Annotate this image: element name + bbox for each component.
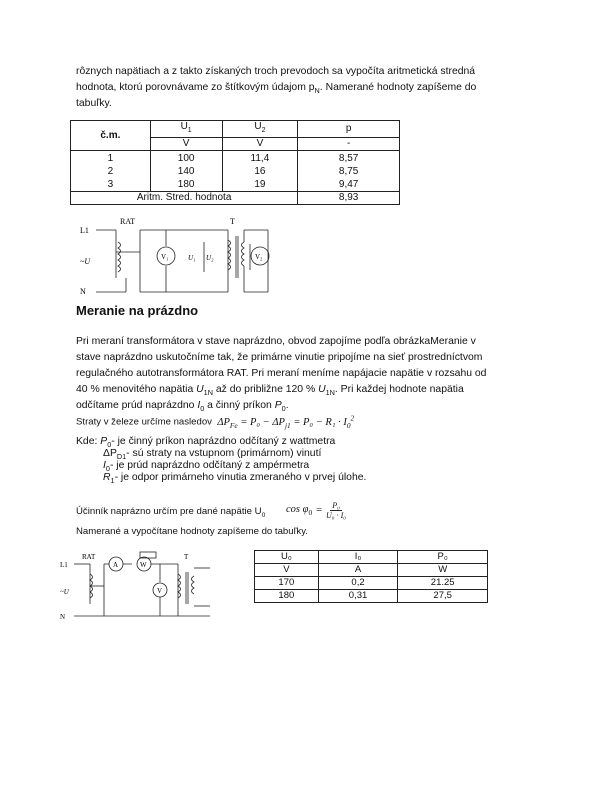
kde-line-4: $R_1-$ je odpor primárneho vinutia zmeraného v prvej úlohe.: [103, 472, 367, 486]
voltmeter-v2: V₂: [255, 253, 263, 261]
header-u1: $U_1$: [150, 121, 222, 138]
note-line: Namerané a vypočítane hodnoty zapíšeme do tabuľky.: [76, 526, 308, 537]
para-line-2: stave naprázdno uskutočníme tak, že primárne vinutie pripojíme na sieť prostredníctvom: [76, 352, 483, 363]
section-heading: Meranie na prázdno: [76, 303, 199, 318]
unit-u1: V: [150, 138, 222, 151]
ammeter-a: A: [113, 561, 119, 569]
intro-line-2: hodnota, ktorú porovnávame zo štítkovým údajom $p_N$. Namerané hodnoty zapíšeme do: [76, 82, 477, 96]
label-u1: U₁: [188, 254, 196, 262]
label-u: ~U: [80, 257, 91, 266]
unit-u0: V: [255, 564, 319, 577]
label-rat: RAT: [82, 553, 96, 561]
table-row: 180 0,31 27,5: [255, 590, 488, 603]
voltmeter-v: V: [157, 587, 163, 595]
avg-value: 8,93: [298, 192, 400, 205]
header-i0: I₀: [318, 551, 398, 564]
label-rat: RAT: [120, 217, 136, 226]
header-u2: $U_2$: [222, 121, 298, 138]
cos-formula: $\cos \varphi_0$ = $\frac{\text{P₀}}{\text{U₀ · I₀}}$: [286, 501, 347, 520]
table-row: 1 2 3 100 140 180 11,4 16 19 8,57 8,75 9,47: [71, 151, 400, 192]
avg-label: Aritm. Stred. hodnota: [71, 192, 298, 205]
losses-line: Straty v železe určíme nasledov $\Delta P_{Fe} = P_0 - \Delta P_{j1} = P_0 - R_1 \cdot I_0^2$: [76, 413, 355, 430]
unit-p: -: [298, 138, 400, 151]
para-line-5: odčítame prúd naprázdno $I_0$ a činný príkon $P_0$.: [76, 400, 289, 414]
para-line-4: 40 % menovitého napätia $U_{1N}$ až do približne 120 % $U_{1N}$. Pri každej hodnote napätia: [76, 384, 464, 398]
label-u2: U₂: [206, 254, 214, 262]
header-cm: č.m.: [71, 121, 151, 151]
wattmeter-w: W: [140, 561, 147, 569]
kde-line-2: $\Delta P_{D1}-$ sú straty na vstupnom (primárnom) vinutí: [103, 448, 322, 462]
kde-line-3: $I_0-$ je prúd naprázdno odčítaný z ampérmetra: [103, 460, 310, 474]
label-n: N: [60, 613, 66, 621]
header-p: p: [298, 121, 400, 138]
header-u0: U₀: [255, 551, 319, 564]
para-line-1: Pri meraní transformátora v stave naprázdno, obvod zapojíme podľa obrázkaMeranie v: [76, 336, 476, 347]
para-line-3: regulačného autotransformátora RAT. Pri meraní meníme napájacie napätie v rozsahu od: [76, 368, 487, 379]
voltmeter-v1: V₁: [161, 253, 169, 261]
header-p0: P₀: [398, 551, 488, 564]
intro-line-3: tabuľky.: [76, 98, 112, 109]
label-t: T: [184, 553, 189, 561]
unit-p0: W: [398, 564, 488, 577]
unit-u2: V: [222, 138, 298, 151]
label-n: N: [80, 287, 86, 296]
label-l1: L1: [80, 226, 89, 235]
kde-line-1: Kde: $P_0-$ je činný príkon naprázdno odčítaný z wattmetra: [76, 436, 336, 450]
no-load-table: [254, 550, 488, 603]
label-t: T: [230, 217, 235, 226]
unit-i0: A: [318, 564, 398, 577]
label-u: ~U: [60, 588, 69, 596]
ratio-table: [70, 120, 400, 205]
circuit-diagram-ratio: [78, 212, 278, 302]
intro-line-1: rôznych napätiach a z takto získaných troch prevodoch sa vypočíta aritmetická stredná: [76, 66, 476, 77]
table-row: 170 0,2 21.25: [255, 577, 488, 590]
cos-line: Účinník naprázno určím pre dané napätie $U_0$: [76, 506, 266, 519]
circuit-diagram-no-load: [60, 550, 220, 622]
label-l1: L1: [60, 561, 68, 569]
